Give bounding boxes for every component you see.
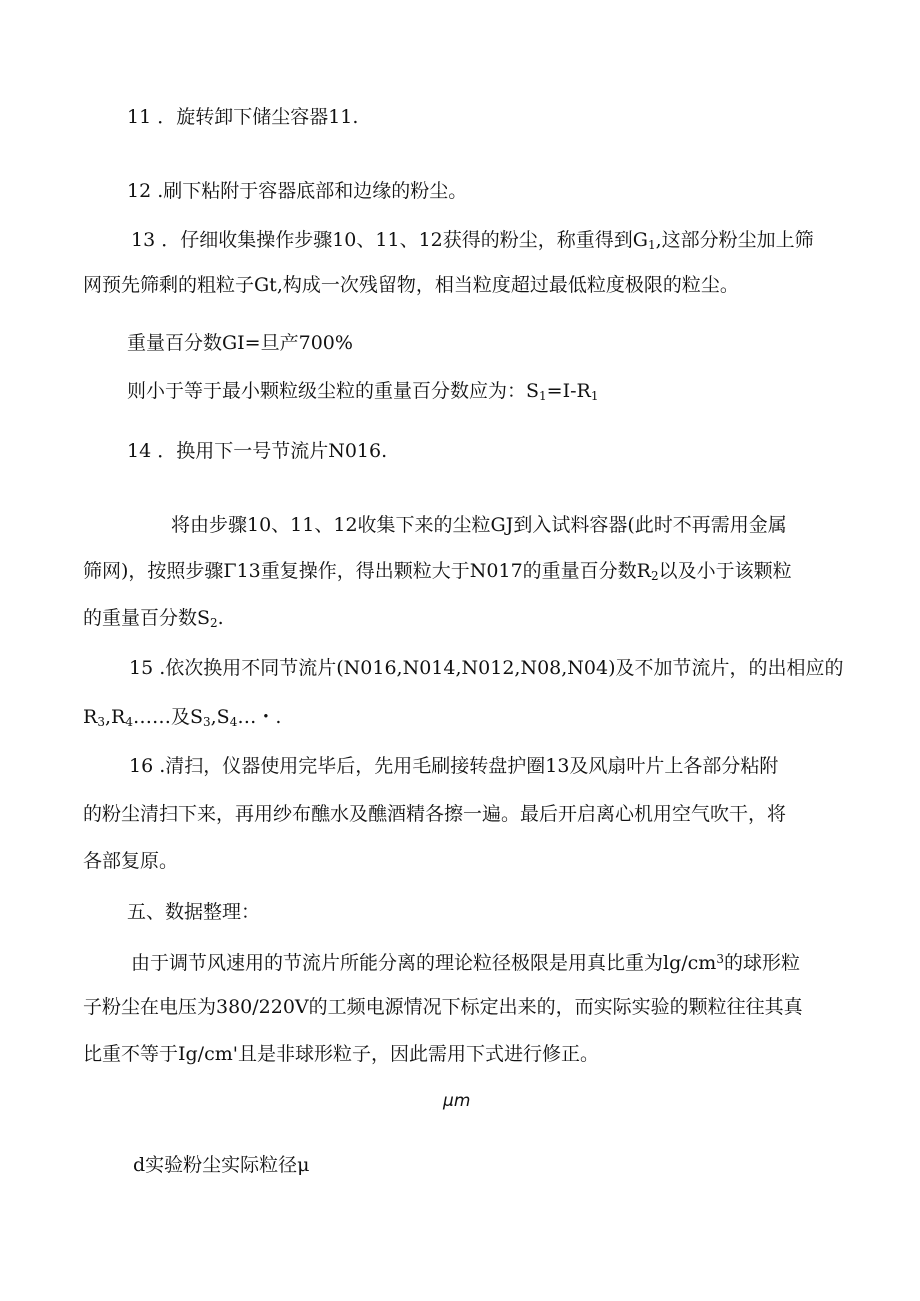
step-11: 11 ．旋转卸下储尘容器11. [127,106,359,128]
section-5-line-3: 比重不等于Ig/cm'且是非球形粒子，因此需用下式进行修正。 [83,1043,599,1065]
step-16-line-3: 各部复原。 [83,850,179,872]
para-14-line-1: 将由步骤10、11、12收集下来的尘粒GJ到入试料容器(此时不再需用金属 [171,514,787,536]
step-13-line-2: 网预先筛剩的粗粒子Gt,构成一次残留物，相当粒度超过最低粒度极限的粒尘。 [83,274,739,296]
step-16-line-2: 的粉尘清扫下来，再用纱布醮水及醮酒精各擦一遍。最后开启离心机用空气吹干，将 [83,803,787,825]
step-16-line-1: 16 .清扫，仪器使用完毕后，先用毛刷接转盘护圈13及风扇叶片上各部分粘附 [129,755,779,777]
step-15-line-1: 15 .依次换用不同节流片(N016,N014,N012,N08,N04)及不加节流片，的出相应的 [129,657,844,679]
para-14-line-2: 筛网)，按照步骤Γ13重复操作，得出颗粒大于N017的重量百分数$R_2$以及小于该颗粒 [83,560,792,583]
section-5-line-1: 由于调节风速用的节流片所能分离的理论粒径极限是用真比重为$\lg/cm^3$的球形粒 [131,952,800,974]
formula-small-fraction: 则小于等于最小颗粒级尘粒的重量百分数应为：$S_1=I-R_1$ [127,380,599,403]
step-12: 12 .刷下粘附于容器底部和边缘的粉尘。 [127,180,468,202]
section-5-line-2: 子粉尘在电压为380/220V的工频电源情况下标定出来的，而实际实验的颗粒往往其真 [83,996,803,1018]
section-5-heading: 五、数据整理： [127,901,261,923]
unit-micrometer: μm [443,1091,471,1111]
step-15-line-2: $R_3,R_4\dots\dots$及$S_3,S_4\dots$・. [83,706,282,729]
formula-weight-percent: 重量百分数GI=旦产700% [127,332,353,354]
d-label: d实验粉尘实际粒径μ [133,1154,310,1176]
para-14-line-3: 的重量百分数$S_2$. [83,607,224,630]
step-14: 14 ．换用下一号节流片N016. [127,440,388,462]
step-13-line-1: 13 ．仔细收集操作步骤10、11、12获得的粉尘，称重得到$G_1$,这部分粉尘加上筛 [131,229,814,252]
